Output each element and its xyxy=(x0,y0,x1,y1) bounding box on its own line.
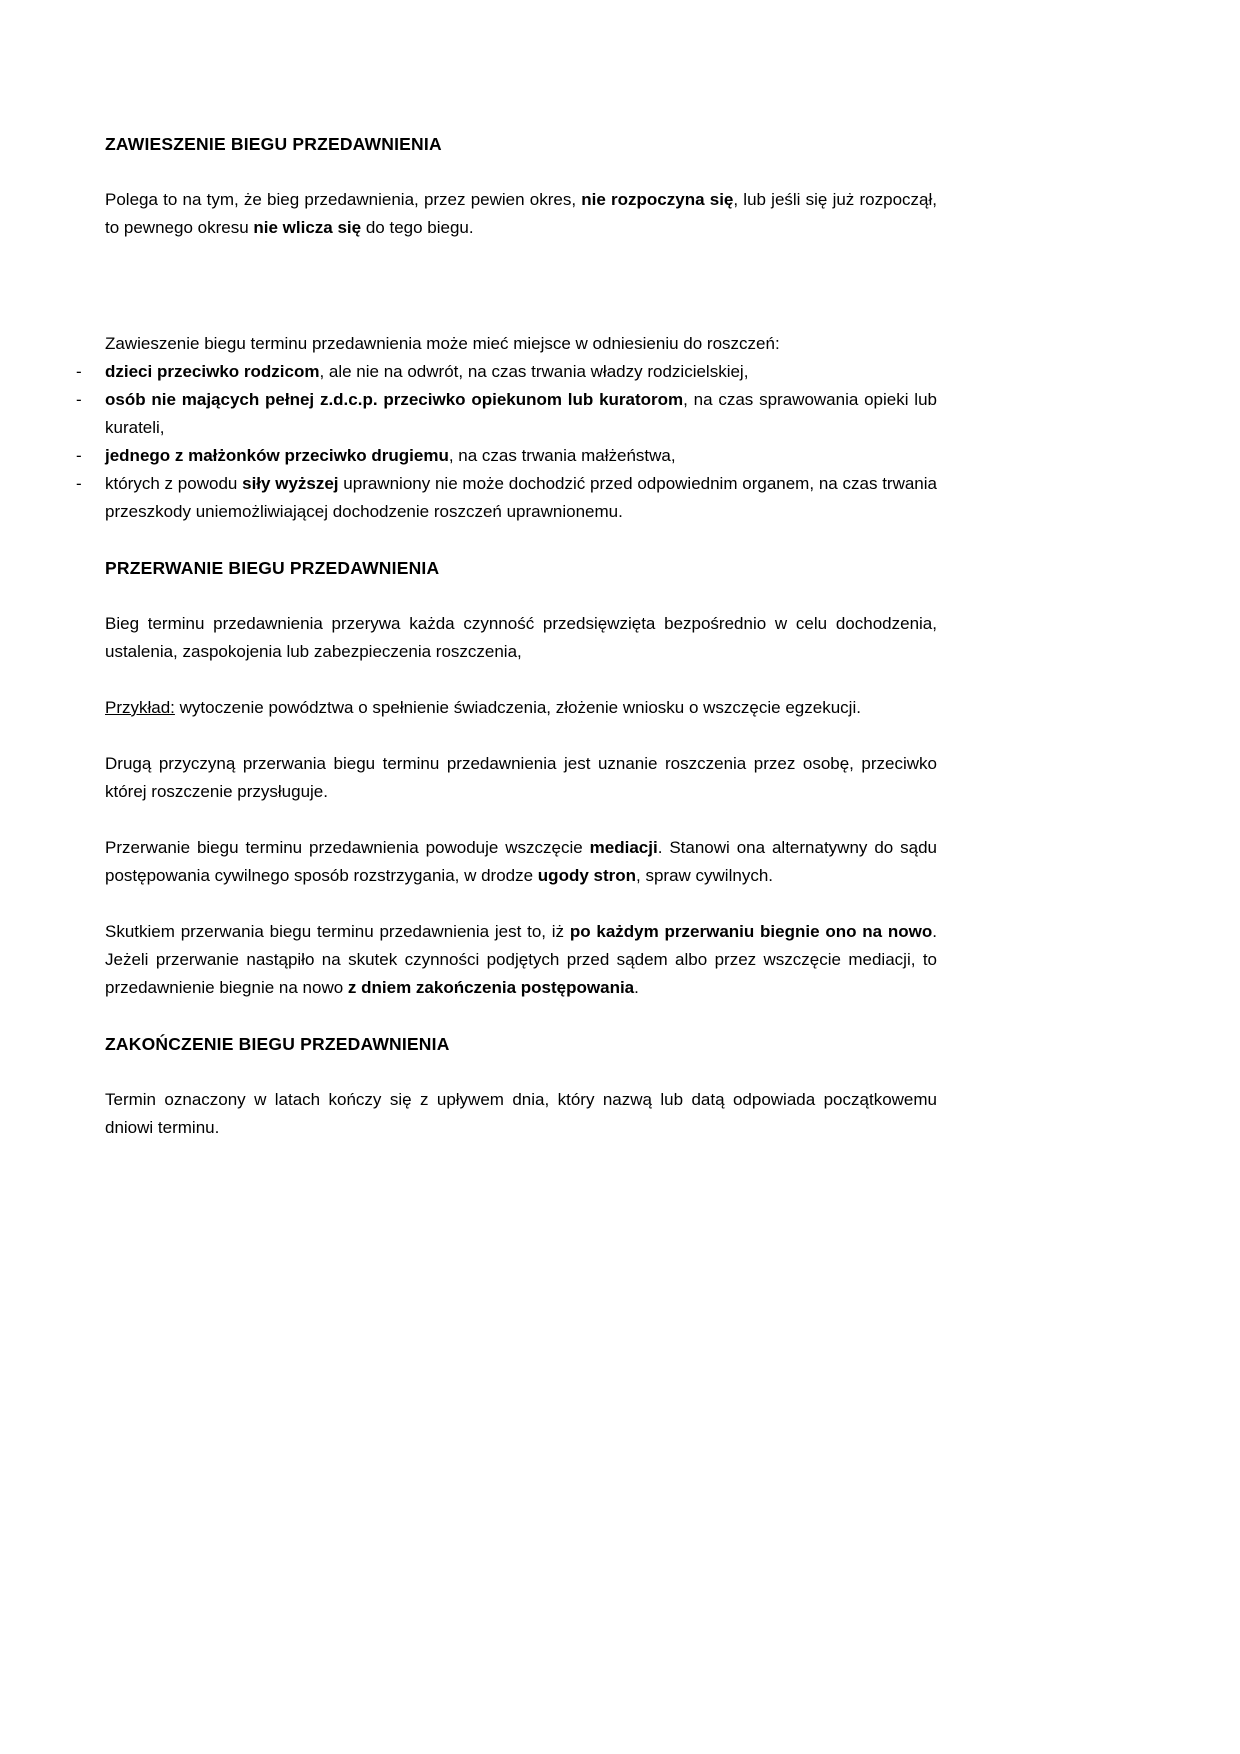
list-dash-marker: - xyxy=(76,390,82,409)
paragraph xyxy=(105,694,937,722)
text-run-bold: ZAWIESZENIE BIEGU PRZEDAWNIENIA xyxy=(105,134,442,154)
list-dash-marker: - xyxy=(76,474,82,493)
text-run: Zawieszenie biegu terminu przedawnienia może mieć miejsce w odniesieniu do roszczeń: xyxy=(105,334,780,353)
text-run: których z powodu xyxy=(105,474,243,493)
text-run-bold: mediacji xyxy=(589,838,658,857)
text-run: . xyxy=(634,978,639,997)
paragraph xyxy=(105,610,937,666)
text-run: , lub jeśli się już rozpoczął, to pewnego okresu xyxy=(105,190,937,237)
vertical-gap xyxy=(105,270,937,330)
section-heading xyxy=(105,554,937,582)
section-heading xyxy=(105,130,937,158)
text-run-bold: z dniem zakończenia postępowania xyxy=(347,978,635,997)
text-run-bold: ugody stron xyxy=(537,866,637,885)
text-run-underline: Przykład: xyxy=(105,698,175,717)
list-item xyxy=(76,470,937,526)
text-run: . Stanowi ona alternatywny do sądu postępowania cywilnego sposób rozstrzygania, w drodze xyxy=(105,838,938,885)
list-dash-marker: - xyxy=(76,446,82,465)
text-run: wytoczenie powództwa o spełnienie świadczenia, złożenie wniosku o wszczęcie egzekucji. xyxy=(174,698,861,717)
paragraph xyxy=(105,330,937,358)
text-run-bold: nie wlicza się xyxy=(253,218,362,237)
text-run: Polega to na tym, że bieg przedawnienia, przez pewien okres, xyxy=(105,190,582,209)
paragraph xyxy=(105,750,937,806)
text-run: do tego biegu. xyxy=(361,218,474,237)
text-run: , na czas trwania małżeństwa, xyxy=(448,446,676,465)
document-content xyxy=(76,130,938,1142)
paragraph xyxy=(105,186,937,242)
text-run-bold: nie rozpoczyna się xyxy=(581,190,734,209)
text-run-bold: po każdym przerwaniu biegnie ono na nowo xyxy=(569,922,933,941)
text-run-bold: dzieci przeciwko rodzicom xyxy=(105,362,320,381)
text-run: , na czas sprawowania opieki lub kurateli, xyxy=(105,390,937,437)
text-run: Drugą przyczyną przerwania biegu terminu przedawnienia jest uznanie roszczenia przez osobę, przeciwko której roszczenie przysługuje. xyxy=(105,754,937,801)
text-run-bold: osób nie mających pełnej z.d.c.p. przeciwko opiekunom lub kuratorom xyxy=(105,390,684,409)
text-run-bold: PRZERWANIE BIEGU PRZEDAWNIENIA xyxy=(105,558,440,578)
section-heading xyxy=(105,1030,937,1058)
text-run: uprawniony nie może dochodzić przed odpowiednim organem, na czas trwania przeszkody uniemożliwiającej dochodzenie roszczeń uprawnionemu. xyxy=(105,474,937,521)
text-run-bold: siły wyższej xyxy=(242,474,339,493)
text-run: , ale nie na odwrót, na czas trwania władzy rodzicielskiej, xyxy=(319,362,749,381)
text-run: Skutkiem przerwania biegu terminu przedawnienia jest to, iż xyxy=(105,922,570,941)
text-run: Bieg terminu przedawnienia przerywa każda czynność przedsięwzięta bezpośrednio w celu dochodzenia, ustalenia, zaspokojenia lub zabezpieczenia roszczenia, xyxy=(105,614,937,661)
text-run-bold: jednego z małżonków przeciwko drugiemu xyxy=(105,446,449,465)
text-run: Termin oznaczony w latach kończy się z upływem dnia, który nazwą lub datą odpowiada początkowemu dniowi terminu. xyxy=(105,1090,937,1137)
text-run: , spraw cywilnych. xyxy=(636,866,773,885)
list-item xyxy=(76,358,937,386)
text-run-bold: ZAKOŃCZENIE BIEGU PRZEDAWNIENIA xyxy=(105,1034,450,1054)
list-item xyxy=(76,442,937,470)
paragraph xyxy=(105,918,937,1002)
paragraph xyxy=(105,834,937,890)
text-run: Przerwanie biegu terminu przedawnienia powoduje wszczęcie xyxy=(105,838,590,857)
text-run: . Jeżeli przerwanie nastąpiło na skutek czynności podjętych przed sądem albo przez wszczęcie mediacji, to przedawnienie biegnie na nowo xyxy=(105,922,937,997)
paragraph xyxy=(105,1086,937,1142)
list-dash-marker: - xyxy=(76,362,82,381)
list-item xyxy=(76,386,937,442)
